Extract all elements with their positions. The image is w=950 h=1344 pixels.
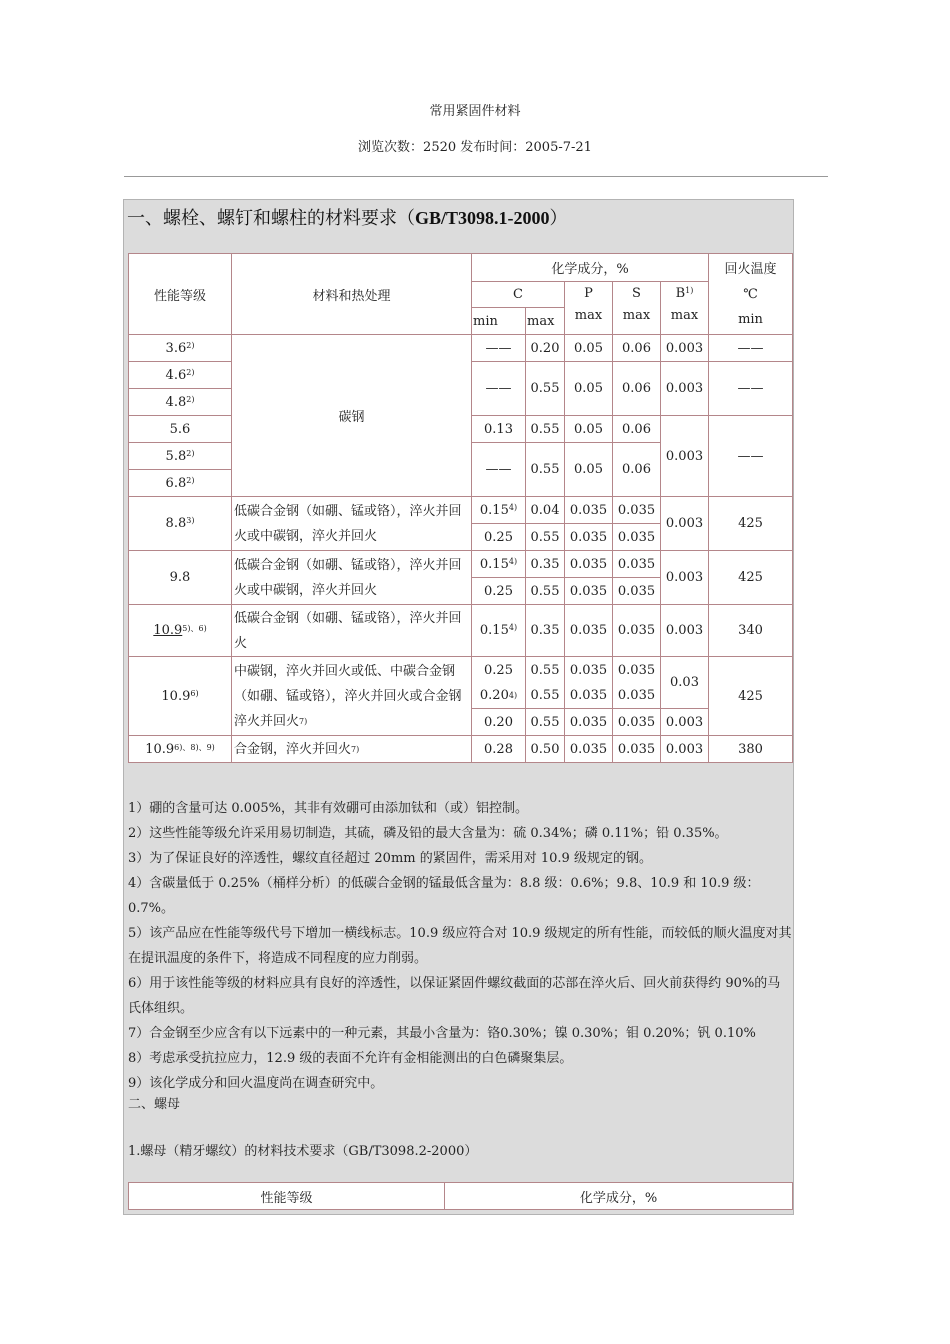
cell: 425 — [709, 551, 793, 605]
cell: 0.003 — [661, 497, 709, 551]
bolt-material-table — [128, 253, 793, 763]
cell: 0.003 — [661, 335, 709, 362]
cell: 0.55 — [526, 362, 565, 416]
footnote: 9）该化学成分和回火温度尚在调查研究中。 — [128, 1076, 384, 1091]
cell: 0.035 — [613, 578, 661, 605]
grade-4-8: 4.8$^{2)}$ — [129, 389, 232, 416]
material-carbon-steel: 碳钢 — [232, 335, 472, 497]
cell: 0.28 — [472, 736, 526, 763]
cell: 0.003 — [661, 736, 709, 763]
cell: 0.003 — [661, 362, 709, 416]
grade-5-8: 5.8$^{2)}$ — [129, 443, 232, 470]
footnote: 7）合金钢至少应含有以下远素中的一种元素，其最小含量为：铬0.30%；镍 0.30%；钼 0.20%；钒 0.10% — [128, 1026, 756, 1041]
header-s: S max — [613, 282, 661, 335]
cell: 0.003 — [661, 551, 709, 605]
cell: 340 — [709, 605, 793, 657]
footnote: 5）该产品应在性能等级代号下增加一横线标志。10.9 级应符合对 10.9 级规定的所有性能，而较低的顺火温度对其在提讯温度的条件下，将造成不同程度的应力削弱。 — [128, 926, 792, 966]
page-title: 常用紧固件材料 — [429, 104, 521, 119]
footnote: 1）硼的含量可达 0.005%，其非有效硼可由添加钛和（或）铝控制。 — [128, 801, 528, 816]
header-c: C — [472, 282, 565, 308]
cell: 0.035 — [565, 578, 613, 605]
cell: 0.20 — [526, 335, 565, 362]
grade-9-8: 9.8 — [129, 551, 232, 605]
material-low-alloy: 低碳合金钢（如硼、锰或铬），淬火并回火或中碳钢，淬火并回火 — [232, 551, 472, 605]
cell: 0.035 0.035 — [565, 657, 613, 709]
cell: 0.003 — [661, 605, 709, 657]
footnote: 3）为了保证良好的淬透性，螺纹直径超过 20mm 的紧固件，需采用对 10.9 级规定的钢。 — [128, 851, 652, 866]
cell: —— — [709, 362, 793, 416]
page-meta: 浏览次数：2520 发布时间：2005-7-21 — [358, 140, 592, 155]
cell: 0.35 — [526, 551, 565, 578]
cell: 425 — [709, 657, 793, 736]
cell: 0.05 — [565, 443, 613, 497]
cell: 0.035 — [613, 736, 661, 763]
grade-10-9-alloy: $10.9^{6)、8)、9)}$ — [129, 736, 232, 763]
cell: 0.06 — [613, 335, 661, 362]
cell: 0.035 — [565, 605, 613, 657]
grade-4-6: 4.6$^{2)}$ — [129, 362, 232, 389]
cell: 380 — [709, 736, 793, 763]
cell: 0.35 — [526, 605, 565, 657]
cell: 0.035 — [613, 524, 661, 551]
cell: 0.003 — [661, 709, 709, 736]
header-temper: 回火温度 ℃ min — [709, 254, 793, 335]
grade-6-8: 6.8$^{2)}$ — [129, 470, 232, 497]
cell: 0.55 — [526, 524, 565, 551]
material-low-alloy: 低碳合金钢（如硼、锰或铬），淬火并回火或中碳钢，淬火并回火 — [232, 497, 472, 551]
cell: 0.06 — [613, 362, 661, 416]
cell: 0.05 — [565, 416, 613, 443]
header-material: 材料和热处理 — [232, 254, 472, 335]
cell: 0.05 — [565, 362, 613, 416]
cell: 0.035 — [613, 605, 661, 657]
footnote: 6）用于该性能等级的材料应具有良好的淬透性，以保证紧固件螺纹截面的芯部在淬火后、回火前获得约 90%的马氏体组织。 — [128, 976, 781, 1016]
header-chemical: 化学成分，% — [472, 254, 709, 282]
cell: 0.003 — [661, 416, 709, 497]
cell: 0.035 — [565, 709, 613, 736]
cell: 0.06 — [613, 416, 661, 443]
section-title: 一、螺栓、螺钉和螺柱的材料要求（GB/T3098.1-2000） — [127, 208, 568, 229]
cell: —— — [709, 416, 793, 497]
footnote: 4）含碳量低于 0.25%（桶样分析）的低碳合金钢的锰最低含量为：8.8 级：0.6%；9.8、10.9 和 10.9 级：0.7%。 — [128, 876, 760, 916]
cell: —— — [472, 443, 526, 497]
cell: 425 — [709, 497, 793, 551]
material-medium-carbon: 中碳钢，淬火并回火或低、中碳合金钢（如硼、锰或铬），淬火并回火或合金钢淬火并回火$^{7)}$ — [232, 657, 472, 736]
divider — [124, 176, 828, 177]
cell: 0.25 — [472, 578, 526, 605]
grade-5-6: 5.6 — [129, 416, 232, 443]
cell: 0.15$^{4)}$ — [472, 605, 526, 657]
cell: 0.04 — [526, 497, 565, 524]
section2-title: 二、螺母 — [128, 1097, 181, 1112]
cell: 0.50 — [526, 736, 565, 763]
header-c-min: min — [472, 308, 526, 335]
cell: 0.25 — [472, 524, 526, 551]
header-c-max: max — [526, 308, 565, 335]
cell: —— — [472, 335, 526, 362]
section2-subtitle: 1.螺母（精牙螺纹）的材料技术要求（GB/T3098.2-2000） — [128, 1144, 478, 1159]
cell: 0.035 — [565, 497, 613, 524]
header-b: $B^{1)}$ max — [661, 282, 709, 335]
cell: 0.15$^{4)}$ — [472, 551, 526, 578]
cell: 0.20 — [472, 709, 526, 736]
cell: 0.13 — [472, 416, 526, 443]
footnote: 2）这些性能等级允许采用易切制造，其硫，磷及铅的最大含量为：硫 0.34%；磷 0.11%；铅 0.35%。 — [128, 826, 728, 841]
cell: 0.035 0.035 — [613, 657, 661, 709]
cell: —— — [709, 335, 793, 362]
cell: 0.55 — [526, 709, 565, 736]
footnote: 8）考虑承受抗拉应力，12.9 级的表面不允许有金相能测出的白色磷聚集层。 — [128, 1051, 573, 1066]
header-grade: 性能等级 — [129, 254, 232, 335]
nut-header-grade: 性能等级 — [129, 1183, 445, 1210]
grade-8-8: 8.8$^{3)}$ — [129, 497, 232, 551]
cell: 0.035 — [613, 551, 661, 578]
cell: 0.55 — [526, 416, 565, 443]
cell: 0.03 — [661, 657, 709, 709]
cell: —— — [472, 362, 526, 416]
grade-3-6: 3.6$^{2)}$ — [129, 335, 232, 362]
cell: 0.55 — [526, 578, 565, 605]
material-alloy-steel: 合金钢，淬火并回火$^{7)}$ — [232, 736, 472, 763]
cell: 0.55 0.55 — [526, 657, 565, 709]
nut-header-chemical: 化学成分，% — [445, 1183, 793, 1210]
cell: 0.035 — [613, 709, 661, 736]
cell: 0.25 0.20$^{4)}$ — [472, 657, 526, 709]
cell: 0.06 — [613, 443, 661, 497]
cell: 0.035 — [565, 551, 613, 578]
footnotes — [128, 796, 792, 1096]
grade-10-9-underlined: $10.9^{5)、6)}$ — [129, 605, 232, 657]
cell: 0.035 — [565, 736, 613, 763]
material-low-alloy-quenched: 低碳合金钢（如硼、锰或铬），淬火并回火 — [232, 605, 472, 657]
cell: 0.035 — [565, 524, 613, 551]
cell: 0.035 — [613, 497, 661, 524]
header-p: P max — [565, 282, 613, 335]
cell: 0.05 — [565, 335, 613, 362]
cell: 0.15$^{4)}$ — [472, 497, 526, 524]
grade-10-9: 10.9$^{6)}$ — [129, 657, 232, 736]
nut-material-table — [128, 1182, 793, 1210]
cell: 0.55 — [526, 443, 565, 497]
